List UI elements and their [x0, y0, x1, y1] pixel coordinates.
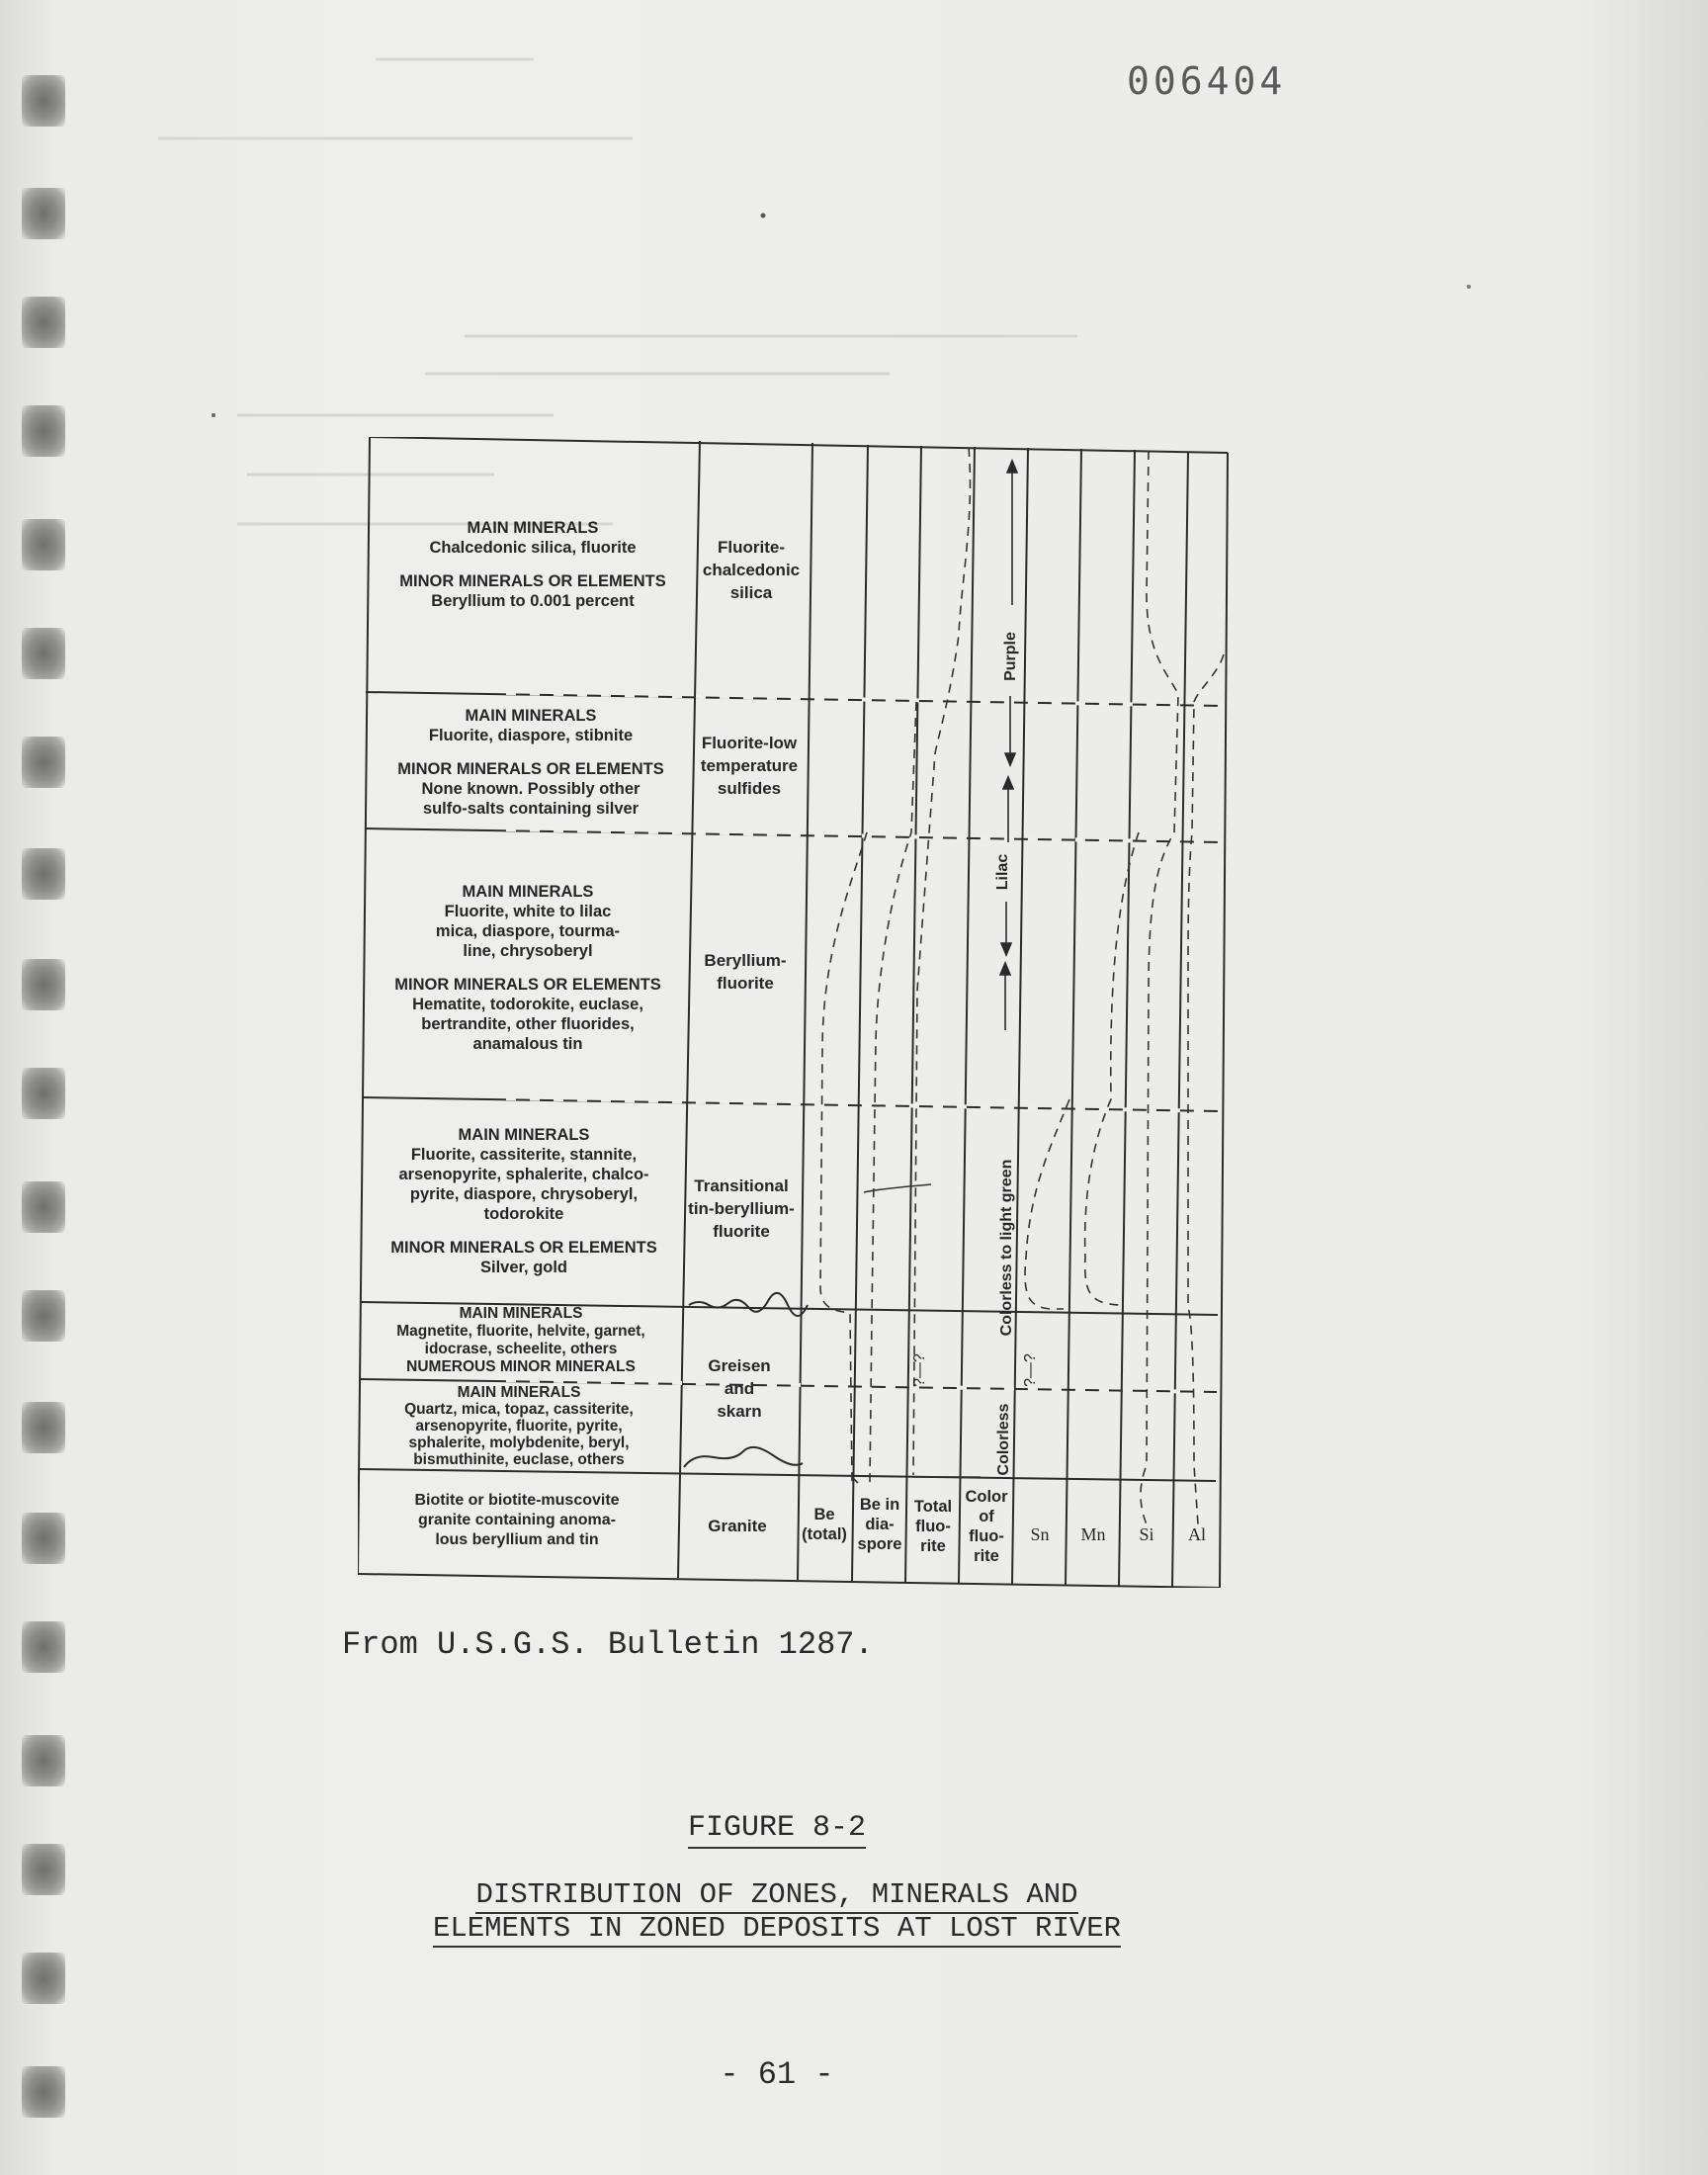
minor-minerals-label: MINOR MINERALS OR ELEMENTS	[390, 1239, 657, 1257]
minor-minerals-label: NUMEROUS MINOR MINERALS	[406, 1358, 636, 1375]
mineral-line: arsenopyrite, fluorite, pyrite,	[415, 1418, 623, 1435]
uncertain-mark-total-fluorite: ?—?	[911, 1353, 928, 1387]
zone-1-description	[376, 518, 690, 611]
column-header-total-fluorite	[905, 1497, 961, 1556]
zone-6-description	[360, 1384, 678, 1468]
zone-name-line: and	[724, 1379, 755, 1398]
minor-minerals-label: MINOR MINERALS OR ELEMENTS	[397, 760, 664, 778]
zone-name-line: fluorite	[717, 974, 774, 993]
figure-title-line-1	[0, 1878, 1554, 1911]
mineral-line: pyrite, diaspore, chrysoberyl,	[409, 1185, 639, 1203]
zone-name-line: sulfides	[717, 779, 782, 798]
zone-name-line: chalcedonic	[702, 561, 801, 579]
granite-description-line: lous beryllium and tin	[435, 1531, 599, 1548]
zone-name-line: silica	[729, 583, 773, 602]
zone-name-line: Fluorite-low	[701, 734, 798, 752]
zone-2-name	[690, 732, 809, 800]
mineral-line: bismuthinite, euclase, others	[413, 1451, 625, 1468]
granite-description-line: granite containing anoma-	[417, 1512, 616, 1528]
column-header-mn: Mn	[1080, 1524, 1106, 1544]
zone-name-line: tin-beryllium-	[688, 1199, 795, 1218]
header-line: dia-	[865, 1516, 895, 1533]
mineral-line: Quartz, mica, topaz, cassiterite,	[404, 1401, 634, 1418]
header-line: spore	[857, 1535, 902, 1553]
zone-name-line: Fluorite-	[718, 538, 785, 557]
zone-5-description	[362, 1305, 680, 1376]
color-label-lilac: Lilac	[994, 853, 1011, 891]
zone-3-description	[370, 882, 686, 1054]
minor-minerals-label: MINOR MINERALS OR ELEMENTS	[399, 572, 666, 590]
figure-title-text: ELEMENTS IN ZONED DEPOSITS AT LOST RIVER	[433, 1912, 1121, 1948]
mineral-line: sphalerite, molybdenite, beryl,	[408, 1435, 630, 1451]
zone-2-description	[374, 706, 688, 819]
granite-zone-name: Granite	[708, 1517, 767, 1535]
zone-5-name	[678, 1354, 801, 1423]
granite-description-line: Biotite or biotite-muscovite	[414, 1492, 620, 1509]
header-line: of	[979, 1508, 994, 1525]
mineral-line: todorokite	[483, 1205, 564, 1223]
zone-4-name	[680, 1174, 803, 1243]
mineral-line: None known. Possibly other	[421, 780, 640, 798]
mineral-line: Beryllium to 0.001 percent	[431, 592, 635, 610]
uncertain-mark-sn: ?—?	[1022, 1353, 1039, 1387]
main-minerals-label: MAIN MINERALS	[465, 707, 597, 725]
zone-name-line: temperature	[700, 756, 799, 775]
mineral-line: Fluorite, white to lilac	[444, 903, 612, 920]
mineral-line: Fluorite, diaspore, stibnite	[428, 727, 634, 744]
header-line: Be	[813, 1506, 835, 1523]
column-header-be-in-diaspore	[852, 1495, 907, 1554]
mineral-line: anamalous tin	[472, 1035, 583, 1053]
zone-1-name	[694, 536, 809, 604]
column-header-be-total	[797, 1505, 852, 1544]
header-line: rite	[974, 1547, 999, 1565]
mineral-line: arsenopyrite, sphalerite, chalco-	[398, 1166, 649, 1183]
zone-name-line: Transitional	[694, 1176, 789, 1195]
mineral-line: mica, diaspore, tourma-	[435, 922, 621, 940]
header-line: Color	[965, 1488, 1008, 1506]
main-minerals-label: MAIN MINERALS	[457, 1384, 581, 1401]
header-line: (total)	[802, 1525, 847, 1543]
header-line: Be in	[859, 1496, 900, 1514]
main-minerals-label: MAIN MINERALS	[458, 1126, 590, 1144]
mineral-line: Hematite, todorokite, euclase,	[412, 996, 643, 1013]
color-label-colorless: Colorless	[995, 1403, 1012, 1476]
zone-3-name	[686, 949, 805, 995]
minor-minerals-label: MINOR MINERALS OR ELEMENTS	[394, 976, 661, 994]
color-label-purple: Purple	[1002, 632, 1019, 681]
zone-table	[358, 437, 1239, 1588]
column-header-si: Si	[1139, 1524, 1154, 1544]
mineral-line: idocrase, scheelite, others	[424, 1341, 618, 1357]
page-number: - 61 -	[720, 2056, 834, 2093]
column-header-al: Al	[1188, 1524, 1206, 1544]
figure-number	[0, 1811, 1554, 1845]
main-minerals-label: MAIN MINERALS	[462, 883, 594, 901]
header-line: Total	[913, 1498, 953, 1516]
zone-name-line: Greisen	[708, 1356, 771, 1375]
figure-number-text: FIGURE 8-2	[688, 1811, 866, 1849]
header-line: fluo-	[915, 1518, 951, 1535]
column-header-color-of-fluorite	[959, 1487, 1014, 1566]
mineral-line: Fluorite, cassiterite, stannite,	[410, 1146, 638, 1164]
mineral-line: Magnetite, fluorite, helvite, garnet,	[396, 1323, 645, 1340]
mineral-line: Chalcedonic silica, fluorite	[429, 539, 637, 557]
column-header-sn: Sn	[1030, 1524, 1050, 1544]
document-number: 006404	[1127, 59, 1287, 103]
mineral-line: line, chrysoberyl	[463, 942, 593, 960]
source-note: From U.S.G.S. Bulletin 1287.	[342, 1626, 874, 1663]
main-minerals-label: MAIN MINERALS	[467, 519, 599, 537]
zone-name-line: fluorite	[713, 1222, 770, 1241]
figure-title-text: DISTRIBUTION OF ZONES, MINERALS AND	[475, 1878, 1077, 1914]
mineral-line: bertrandite, other fluorides,	[421, 1015, 635, 1033]
color-label-colorless-to-light-green: Colorless to light green	[998, 1159, 1015, 1337]
header-line: rite	[920, 1537, 946, 1555]
granite-description	[360, 1491, 674, 1550]
header-line: fluo-	[969, 1527, 1004, 1545]
zone-name-line: Beryllium-	[704, 951, 787, 970]
zone-4-description	[366, 1125, 682, 1277]
zone-name-line: skarn	[717, 1402, 762, 1421]
figure-title-line-2	[0, 1912, 1554, 1945]
mineral-line: sulfo-salts containing silver	[422, 800, 640, 818]
main-minerals-label: MAIN MINERALS	[459, 1305, 583, 1322]
mineral-line: Silver, gold	[479, 1259, 568, 1276]
